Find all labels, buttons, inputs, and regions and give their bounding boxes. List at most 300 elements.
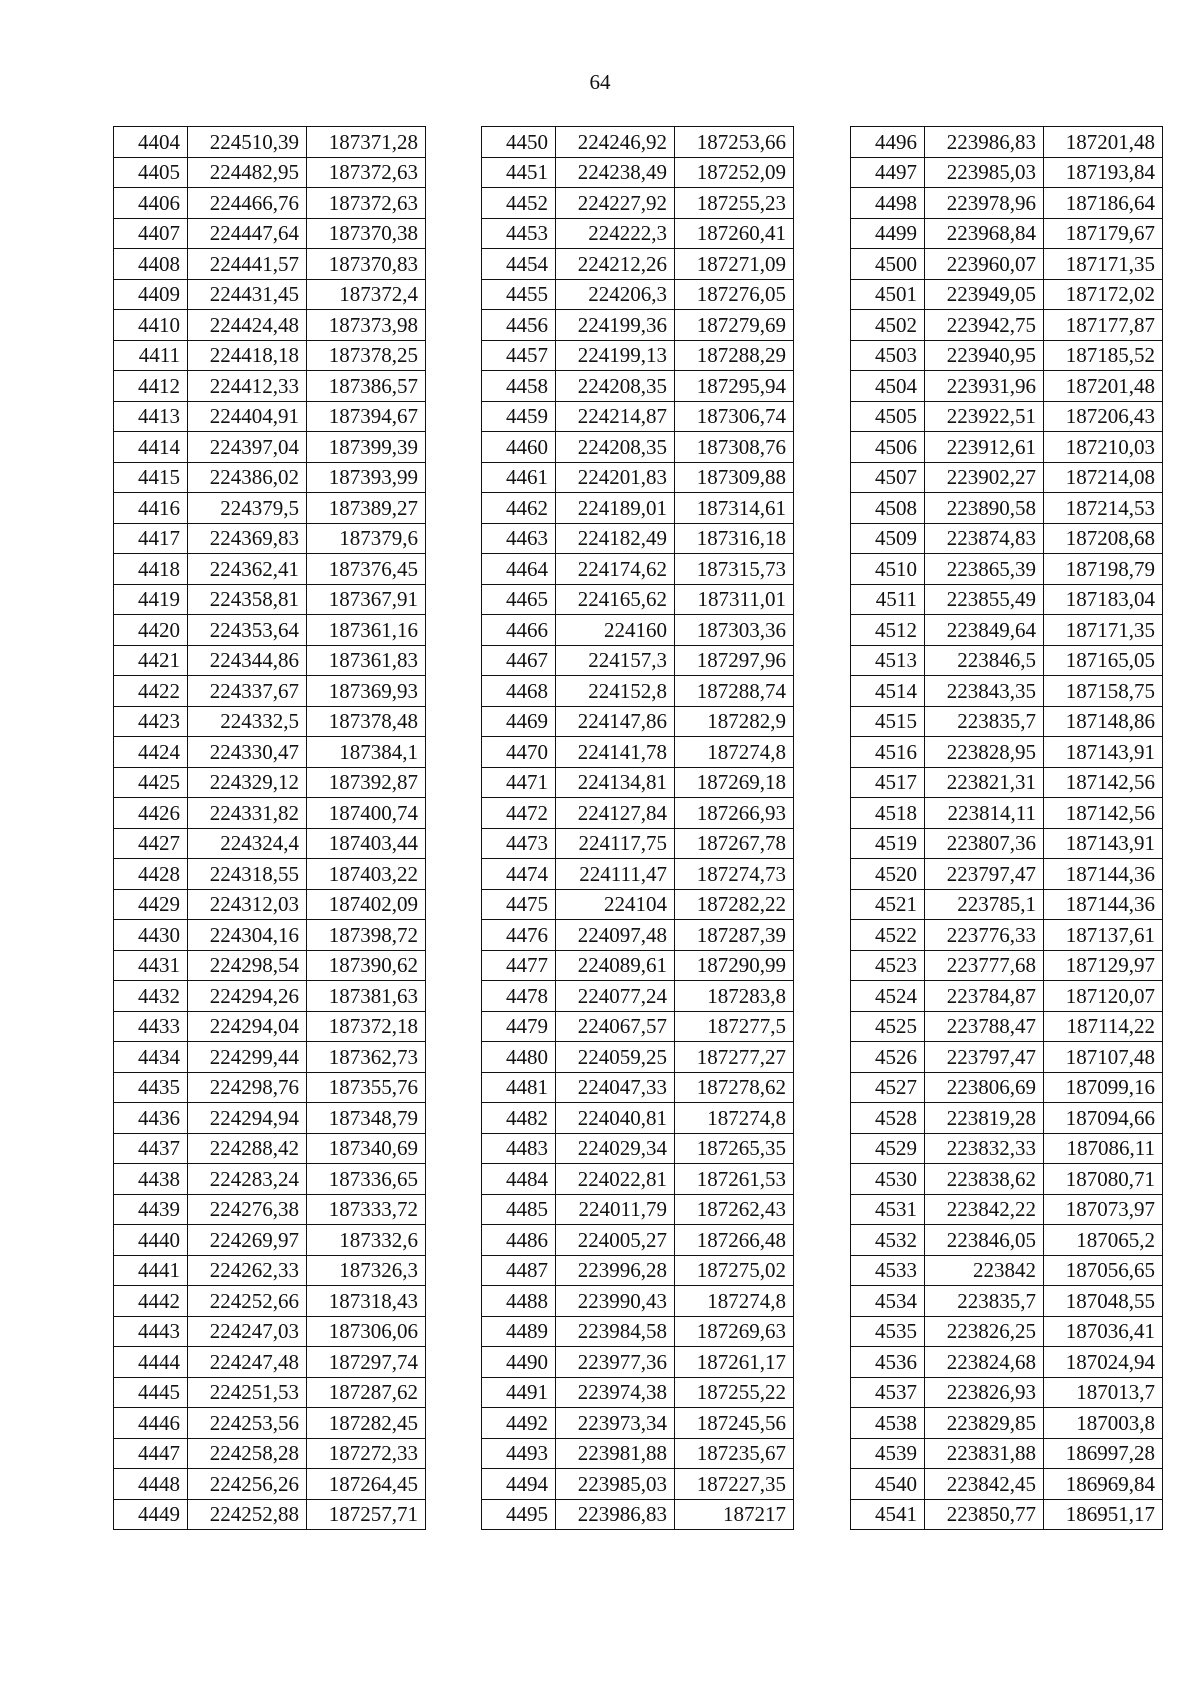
table-row bbox=[482, 1408, 794, 1439]
y-coordinate-cell: 187269,63 bbox=[675, 1316, 794, 1347]
x-coordinate-cell: 224201,83 bbox=[556, 462, 675, 493]
table-row bbox=[851, 401, 1163, 432]
y-coordinate-cell: 187373,98 bbox=[307, 310, 426, 341]
y-coordinate-cell: 187265,35 bbox=[675, 1133, 794, 1164]
table-row bbox=[851, 1499, 1163, 1530]
y-coordinate-cell: 187264,45 bbox=[307, 1469, 426, 1500]
x-coordinate-cell: 223890,58 bbox=[925, 493, 1044, 524]
table-row bbox=[114, 1255, 426, 1286]
table-row bbox=[851, 1133, 1163, 1164]
y-coordinate-cell: 187287,39 bbox=[675, 920, 794, 951]
table-row bbox=[851, 279, 1163, 310]
x-coordinate-cell: 223855,49 bbox=[925, 584, 1044, 615]
table-row bbox=[114, 157, 426, 188]
point-number-cell: 4518 bbox=[851, 798, 925, 829]
y-coordinate-cell: 187372,63 bbox=[307, 188, 426, 219]
y-coordinate-cell: 187272,33 bbox=[307, 1438, 426, 1469]
x-coordinate-cell: 224397,04 bbox=[188, 432, 307, 463]
y-coordinate-cell: 187372,4 bbox=[307, 279, 426, 310]
point-number-cell: 4435 bbox=[114, 1072, 188, 1103]
table-row bbox=[482, 432, 794, 463]
table-row bbox=[482, 676, 794, 707]
x-coordinate-cell: 223978,96 bbox=[925, 188, 1044, 219]
point-number-cell: 4448 bbox=[114, 1469, 188, 1500]
y-coordinate-cell: 187371,28 bbox=[307, 127, 426, 158]
x-coordinate-cell: 224418,18 bbox=[188, 340, 307, 371]
x-coordinate-cell: 224294,04 bbox=[188, 1011, 307, 1042]
table-row bbox=[851, 1072, 1163, 1103]
point-number-cell: 4503 bbox=[851, 340, 925, 371]
point-number-cell: 4521 bbox=[851, 889, 925, 920]
point-number-cell: 4514 bbox=[851, 676, 925, 707]
table-row bbox=[482, 401, 794, 432]
table-row bbox=[851, 523, 1163, 554]
table-row bbox=[482, 523, 794, 554]
point-number-cell: 4426 bbox=[114, 798, 188, 829]
point-number-cell: 4470 bbox=[482, 737, 556, 768]
y-coordinate-cell: 187333,72 bbox=[307, 1194, 426, 1225]
table-row bbox=[851, 1469, 1163, 1500]
x-coordinate-cell: 224029,34 bbox=[556, 1133, 675, 1164]
table-row bbox=[482, 737, 794, 768]
table-row bbox=[114, 737, 426, 768]
x-coordinate-cell: 223977,36 bbox=[556, 1347, 675, 1378]
x-coordinate-cell: 223942,75 bbox=[925, 310, 1044, 341]
point-number-cell: 4536 bbox=[851, 1347, 925, 1378]
x-coordinate-cell: 224269,97 bbox=[188, 1225, 307, 1256]
point-number-cell: 4500 bbox=[851, 249, 925, 280]
point-number-cell: 4524 bbox=[851, 981, 925, 1012]
y-coordinate-cell: 187217 bbox=[675, 1499, 794, 1530]
y-coordinate-cell: 187287,62 bbox=[307, 1377, 426, 1408]
x-coordinate-cell: 224510,39 bbox=[188, 127, 307, 158]
table-row bbox=[482, 920, 794, 951]
table-row bbox=[851, 493, 1163, 524]
x-coordinate-cell: 224222,3 bbox=[556, 218, 675, 249]
table-row bbox=[114, 798, 426, 829]
point-number-cell: 4498 bbox=[851, 188, 925, 219]
y-coordinate-cell: 187274,8 bbox=[675, 737, 794, 768]
x-coordinate-cell: 223806,69 bbox=[925, 1072, 1044, 1103]
y-coordinate-cell: 187308,76 bbox=[675, 432, 794, 463]
point-number-cell: 4431 bbox=[114, 950, 188, 981]
x-coordinate-cell: 223981,88 bbox=[556, 1438, 675, 1469]
y-coordinate-cell: 187399,39 bbox=[307, 432, 426, 463]
x-coordinate-cell: 224117,75 bbox=[556, 828, 675, 859]
x-coordinate-cell: 224208,35 bbox=[556, 371, 675, 402]
y-coordinate-cell: 187282,45 bbox=[307, 1408, 426, 1439]
x-coordinate-cell: 224246,92 bbox=[556, 127, 675, 158]
table-row bbox=[482, 645, 794, 676]
point-number-cell: 4478 bbox=[482, 981, 556, 1012]
table-row bbox=[114, 1103, 426, 1134]
y-coordinate-cell: 187361,16 bbox=[307, 615, 426, 646]
y-coordinate-cell: 187311,01 bbox=[675, 584, 794, 615]
table-row bbox=[851, 1103, 1163, 1134]
point-number-cell: 4466 bbox=[482, 615, 556, 646]
x-coordinate-cell: 224379,5 bbox=[188, 493, 307, 524]
table-row bbox=[482, 706, 794, 737]
x-coordinate-cell: 223832,33 bbox=[925, 1133, 1044, 1164]
x-coordinate-cell: 224299,44 bbox=[188, 1042, 307, 1073]
x-coordinate-cell: 224304,16 bbox=[188, 920, 307, 951]
x-coordinate-cell: 224441,57 bbox=[188, 249, 307, 280]
point-number-cell: 4510 bbox=[851, 554, 925, 585]
point-number-cell: 4462 bbox=[482, 493, 556, 524]
y-coordinate-cell: 187306,74 bbox=[675, 401, 794, 432]
x-coordinate-cell: 223850,77 bbox=[925, 1499, 1044, 1530]
y-coordinate-cell: 187389,27 bbox=[307, 493, 426, 524]
point-number-cell: 4495 bbox=[482, 1499, 556, 1530]
x-coordinate-cell: 223985,03 bbox=[925, 157, 1044, 188]
table-row bbox=[851, 1316, 1163, 1347]
table-row bbox=[851, 706, 1163, 737]
point-number-cell: 4416 bbox=[114, 493, 188, 524]
point-number-cell: 4467 bbox=[482, 645, 556, 676]
y-coordinate-cell: 187394,67 bbox=[307, 401, 426, 432]
point-number-cell: 4529 bbox=[851, 1133, 925, 1164]
table-row bbox=[482, 1255, 794, 1286]
table-row bbox=[482, 371, 794, 402]
point-number-cell: 4451 bbox=[482, 157, 556, 188]
table-row bbox=[482, 1225, 794, 1256]
x-coordinate-cell: 224152,8 bbox=[556, 676, 675, 707]
point-number-cell: 4490 bbox=[482, 1347, 556, 1378]
x-coordinate-cell: 223968,84 bbox=[925, 218, 1044, 249]
point-number-cell: 4447 bbox=[114, 1438, 188, 1469]
x-coordinate-cell: 223797,47 bbox=[925, 1042, 1044, 1073]
y-coordinate-cell: 187165,05 bbox=[1044, 645, 1163, 676]
table-row bbox=[851, 188, 1163, 219]
table-row bbox=[482, 1042, 794, 1073]
x-coordinate-cell: 224141,78 bbox=[556, 737, 675, 768]
table-row bbox=[851, 218, 1163, 249]
coordinates-table-2 bbox=[481, 126, 794, 1530]
x-coordinate-cell: 223784,87 bbox=[925, 981, 1044, 1012]
x-coordinate-cell: 224253,56 bbox=[188, 1408, 307, 1439]
x-coordinate-cell: 223931,96 bbox=[925, 371, 1044, 402]
y-coordinate-cell: 187295,94 bbox=[675, 371, 794, 402]
table-row bbox=[114, 462, 426, 493]
y-coordinate-cell: 187355,76 bbox=[307, 1072, 426, 1103]
page-number: 64 bbox=[589, 70, 611, 94]
y-coordinate-cell: 187144,36 bbox=[1044, 889, 1163, 920]
x-coordinate-cell: 223824,68 bbox=[925, 1347, 1044, 1378]
y-coordinate-cell: 187271,09 bbox=[675, 249, 794, 280]
table-row bbox=[114, 706, 426, 737]
y-coordinate-cell: 187297,96 bbox=[675, 645, 794, 676]
y-coordinate-cell: 187056,65 bbox=[1044, 1255, 1163, 1286]
table-row bbox=[114, 401, 426, 432]
table-row bbox=[114, 1164, 426, 1195]
point-number-cell: 4421 bbox=[114, 645, 188, 676]
x-coordinate-cell: 223874,83 bbox=[925, 523, 1044, 554]
x-coordinate-cell: 224189,01 bbox=[556, 493, 675, 524]
x-coordinate-cell: 224312,03 bbox=[188, 889, 307, 920]
point-number-cell: 4472 bbox=[482, 798, 556, 829]
x-coordinate-cell: 223990,43 bbox=[556, 1286, 675, 1317]
table-row bbox=[851, 249, 1163, 280]
point-number-cell: 4442 bbox=[114, 1286, 188, 1317]
table-row bbox=[114, 249, 426, 280]
point-number-cell: 4456 bbox=[482, 310, 556, 341]
point-number-cell: 4499 bbox=[851, 218, 925, 249]
y-coordinate-cell: 187065,2 bbox=[1044, 1225, 1163, 1256]
point-number-cell: 4415 bbox=[114, 462, 188, 493]
x-coordinate-cell: 223829,85 bbox=[925, 1408, 1044, 1439]
table-row bbox=[482, 1103, 794, 1134]
x-coordinate-cell: 224005,27 bbox=[556, 1225, 675, 1256]
table-row bbox=[114, 127, 426, 158]
x-coordinate-cell: 223788,47 bbox=[925, 1011, 1044, 1042]
table-row bbox=[851, 462, 1163, 493]
x-coordinate-cell: 223777,68 bbox=[925, 950, 1044, 981]
point-number-cell: 4443 bbox=[114, 1316, 188, 1347]
y-coordinate-cell: 187266,93 bbox=[675, 798, 794, 829]
y-coordinate-cell: 187214,53 bbox=[1044, 493, 1163, 524]
x-coordinate-cell: 224089,61 bbox=[556, 950, 675, 981]
table-row bbox=[114, 554, 426, 585]
point-number-cell: 4537 bbox=[851, 1377, 925, 1408]
point-number-cell: 4483 bbox=[482, 1133, 556, 1164]
table-row bbox=[482, 1316, 794, 1347]
point-number-cell: 4436 bbox=[114, 1103, 188, 1134]
point-number-cell: 4437 bbox=[114, 1133, 188, 1164]
table-row bbox=[851, 371, 1163, 402]
y-coordinate-cell: 187080,71 bbox=[1044, 1164, 1163, 1195]
table-row bbox=[114, 1225, 426, 1256]
table-row bbox=[482, 279, 794, 310]
y-coordinate-cell: 187086,11 bbox=[1044, 1133, 1163, 1164]
point-number-cell: 4409 bbox=[114, 279, 188, 310]
point-number-cell: 4418 bbox=[114, 554, 188, 585]
y-coordinate-cell: 187201,48 bbox=[1044, 371, 1163, 402]
table-row bbox=[114, 1194, 426, 1225]
point-number-cell: 4441 bbox=[114, 1255, 188, 1286]
point-number-cell: 4532 bbox=[851, 1225, 925, 1256]
x-coordinate-cell: 223821,31 bbox=[925, 767, 1044, 798]
table-row bbox=[114, 950, 426, 981]
x-coordinate-cell: 224331,82 bbox=[188, 798, 307, 829]
x-coordinate-cell: 224412,33 bbox=[188, 371, 307, 402]
point-number-cell: 4454 bbox=[482, 249, 556, 280]
x-coordinate-cell: 224212,26 bbox=[556, 249, 675, 280]
y-coordinate-cell: 187283,8 bbox=[675, 981, 794, 1012]
point-number-cell: 4515 bbox=[851, 706, 925, 737]
point-number-cell: 4501 bbox=[851, 279, 925, 310]
table-row bbox=[482, 584, 794, 615]
x-coordinate-cell: 223814,11 bbox=[925, 798, 1044, 829]
y-coordinate-cell: 187177,87 bbox=[1044, 310, 1163, 341]
table-row bbox=[114, 645, 426, 676]
y-coordinate-cell: 187257,71 bbox=[307, 1499, 426, 1530]
y-coordinate-cell: 187403,22 bbox=[307, 859, 426, 890]
x-coordinate-cell: 223807,36 bbox=[925, 828, 1044, 859]
x-coordinate-cell: 224097,48 bbox=[556, 920, 675, 951]
x-coordinate-cell: 224386,02 bbox=[188, 462, 307, 493]
y-coordinate-cell: 187137,61 bbox=[1044, 920, 1163, 951]
table-row bbox=[482, 493, 794, 524]
point-number-cell: 4458 bbox=[482, 371, 556, 402]
y-coordinate-cell: 187186,64 bbox=[1044, 188, 1163, 219]
x-coordinate-cell: 223842,45 bbox=[925, 1469, 1044, 1500]
point-number-cell: 4506 bbox=[851, 432, 925, 463]
x-coordinate-cell: 224251,53 bbox=[188, 1377, 307, 1408]
table-row bbox=[482, 218, 794, 249]
table-row bbox=[851, 859, 1163, 890]
point-number-cell: 4445 bbox=[114, 1377, 188, 1408]
y-coordinate-cell: 187262,43 bbox=[675, 1194, 794, 1225]
y-coordinate-cell: 187372,18 bbox=[307, 1011, 426, 1042]
x-coordinate-cell: 224404,91 bbox=[188, 401, 307, 432]
x-coordinate-cell: 223828,95 bbox=[925, 737, 1044, 768]
table-row bbox=[482, 310, 794, 341]
x-coordinate-cell: 223846,5 bbox=[925, 645, 1044, 676]
table-row bbox=[851, 1438, 1163, 1469]
x-coordinate-cell: 224298,54 bbox=[188, 950, 307, 981]
y-coordinate-cell: 187390,62 bbox=[307, 950, 426, 981]
point-number-cell: 4493 bbox=[482, 1438, 556, 1469]
y-coordinate-cell: 187171,35 bbox=[1044, 615, 1163, 646]
x-coordinate-cell: 224111,47 bbox=[556, 859, 675, 890]
table-row bbox=[851, 554, 1163, 585]
y-coordinate-cell: 187143,91 bbox=[1044, 828, 1163, 859]
x-coordinate-cell: 224214,87 bbox=[556, 401, 675, 432]
x-coordinate-cell: 223986,83 bbox=[556, 1499, 675, 1530]
x-coordinate-cell: 223974,38 bbox=[556, 1377, 675, 1408]
y-coordinate-cell: 187227,35 bbox=[675, 1469, 794, 1500]
x-coordinate-cell: 223865,39 bbox=[925, 554, 1044, 585]
x-coordinate-cell: 224344,86 bbox=[188, 645, 307, 676]
y-coordinate-cell: 187376,45 bbox=[307, 554, 426, 585]
point-number-cell: 4480 bbox=[482, 1042, 556, 1073]
point-number-cell: 4512 bbox=[851, 615, 925, 646]
y-coordinate-cell: 187393,99 bbox=[307, 462, 426, 493]
x-coordinate-cell: 223819,28 bbox=[925, 1103, 1044, 1134]
x-coordinate-cell: 224358,81 bbox=[188, 584, 307, 615]
point-number-cell: 4523 bbox=[851, 950, 925, 981]
table-row bbox=[851, 828, 1163, 859]
point-number-cell: 4487 bbox=[482, 1255, 556, 1286]
table-row bbox=[482, 1072, 794, 1103]
point-number-cell: 4457 bbox=[482, 340, 556, 371]
y-coordinate-cell: 187024,94 bbox=[1044, 1347, 1163, 1378]
y-coordinate-cell: 187370,83 bbox=[307, 249, 426, 280]
point-number-cell: 4526 bbox=[851, 1042, 925, 1073]
y-coordinate-cell: 187277,27 bbox=[675, 1042, 794, 1073]
y-coordinate-cell: 187073,97 bbox=[1044, 1194, 1163, 1225]
x-coordinate-cell: 223776,33 bbox=[925, 920, 1044, 951]
y-coordinate-cell: 187201,48 bbox=[1044, 127, 1163, 158]
point-number-cell: 4427 bbox=[114, 828, 188, 859]
point-number-cell: 4432 bbox=[114, 981, 188, 1012]
table-row bbox=[851, 981, 1163, 1012]
table-row bbox=[851, 340, 1163, 371]
table-row bbox=[851, 1225, 1163, 1256]
x-coordinate-cell: 224208,35 bbox=[556, 432, 675, 463]
x-coordinate-cell: 223826,93 bbox=[925, 1377, 1044, 1408]
y-coordinate-cell: 187386,57 bbox=[307, 371, 426, 402]
table-row bbox=[482, 859, 794, 890]
x-coordinate-cell: 224157,3 bbox=[556, 645, 675, 676]
x-coordinate-cell: 223940,95 bbox=[925, 340, 1044, 371]
point-number-cell: 4511 bbox=[851, 584, 925, 615]
x-coordinate-cell: 224329,12 bbox=[188, 767, 307, 798]
point-number-cell: 4464 bbox=[482, 554, 556, 585]
point-number-cell: 4406 bbox=[114, 188, 188, 219]
table-row bbox=[482, 157, 794, 188]
y-coordinate-cell: 187269,18 bbox=[675, 767, 794, 798]
y-coordinate-cell: 187361,83 bbox=[307, 645, 426, 676]
point-number-cell: 4444 bbox=[114, 1347, 188, 1378]
table-row bbox=[851, 1164, 1163, 1195]
x-coordinate-cell: 224227,92 bbox=[556, 188, 675, 219]
point-number-cell: 4492 bbox=[482, 1408, 556, 1439]
table-row bbox=[114, 218, 426, 249]
y-coordinate-cell: 187314,61 bbox=[675, 493, 794, 524]
table-row bbox=[482, 188, 794, 219]
coordinates-table-3 bbox=[850, 126, 1163, 1530]
y-coordinate-cell: 187400,74 bbox=[307, 798, 426, 829]
table-row bbox=[114, 920, 426, 951]
table-row bbox=[482, 981, 794, 1012]
y-coordinate-cell: 187303,36 bbox=[675, 615, 794, 646]
point-number-cell: 4476 bbox=[482, 920, 556, 951]
point-number-cell: 4519 bbox=[851, 828, 925, 859]
point-number-cell: 4465 bbox=[482, 584, 556, 615]
table-row bbox=[851, 432, 1163, 463]
y-coordinate-cell: 187398,72 bbox=[307, 920, 426, 951]
point-number-cell: 4408 bbox=[114, 249, 188, 280]
x-coordinate-cell: 223842 bbox=[925, 1255, 1044, 1286]
point-number-cell: 4486 bbox=[482, 1225, 556, 1256]
y-coordinate-cell: 187309,88 bbox=[675, 462, 794, 493]
x-coordinate-cell: 224040,81 bbox=[556, 1103, 675, 1134]
y-coordinate-cell: 187143,91 bbox=[1044, 737, 1163, 768]
point-number-cell: 4474 bbox=[482, 859, 556, 890]
table-row bbox=[482, 462, 794, 493]
table-row bbox=[482, 1469, 794, 1500]
x-coordinate-cell: 224256,26 bbox=[188, 1469, 307, 1500]
x-coordinate-cell: 224447,64 bbox=[188, 218, 307, 249]
point-number-cell: 4541 bbox=[851, 1499, 925, 1530]
table-row bbox=[114, 1286, 426, 1317]
y-coordinate-cell: 187114,22 bbox=[1044, 1011, 1163, 1042]
point-number-cell: 4505 bbox=[851, 401, 925, 432]
table-row bbox=[851, 584, 1163, 615]
y-coordinate-cell: 187013,7 bbox=[1044, 1377, 1163, 1408]
point-number-cell: 4405 bbox=[114, 157, 188, 188]
point-number-cell: 4440 bbox=[114, 1225, 188, 1256]
x-coordinate-cell: 223985,03 bbox=[556, 1469, 675, 1500]
table-row bbox=[482, 1164, 794, 1195]
table-row bbox=[851, 1255, 1163, 1286]
point-number-cell: 4450 bbox=[482, 127, 556, 158]
y-coordinate-cell: 187255,23 bbox=[675, 188, 794, 219]
x-coordinate-cell: 224199,36 bbox=[556, 310, 675, 341]
point-number-cell: 4491 bbox=[482, 1377, 556, 1408]
y-coordinate-cell: 187048,55 bbox=[1044, 1286, 1163, 1317]
y-coordinate-cell: 187252,09 bbox=[675, 157, 794, 188]
x-coordinate-cell: 223835,7 bbox=[925, 1286, 1044, 1317]
y-coordinate-cell: 187288,74 bbox=[675, 676, 794, 707]
point-number-cell: 4527 bbox=[851, 1072, 925, 1103]
y-coordinate-cell: 187158,75 bbox=[1044, 676, 1163, 707]
table-row bbox=[851, 798, 1163, 829]
table-row bbox=[482, 1438, 794, 1469]
point-number-cell: 4423 bbox=[114, 706, 188, 737]
point-number-cell: 4531 bbox=[851, 1194, 925, 1225]
